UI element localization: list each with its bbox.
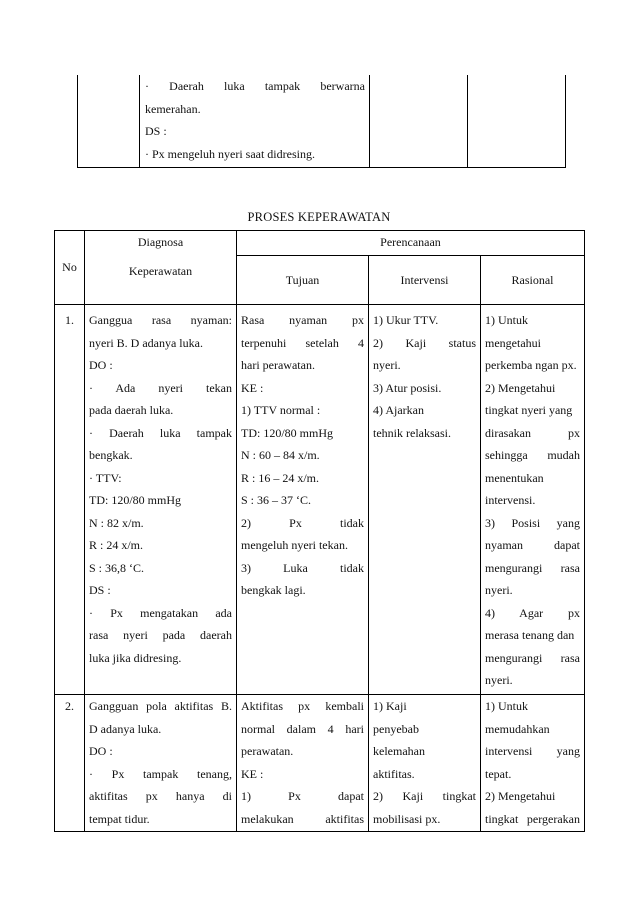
text-line: N : 60 – 84 x/m. — [241, 448, 320, 462]
text-line: merasa tenang dan — [485, 628, 575, 642]
continuation-row — [78, 75, 566, 168]
text-line: R : 24 x/m. — [89, 538, 144, 552]
continuation-empty-cell — [78, 75, 140, 168]
text-line: 2) Mengetahui — [485, 789, 556, 803]
text-line: nyeri. — [485, 583, 513, 597]
text-line: TD: 120/80 mmHg — [89, 493, 181, 507]
row-number: 2. — [65, 699, 74, 713]
text-line: mengeluh nyeri tekan. — [241, 538, 348, 552]
text-line: nyeri B. D adanya luka. — [89, 335, 203, 350]
text-line: dirasakan px — [485, 425, 580, 440]
text-line: pada daerah luka. — [89, 403, 174, 417]
continuation-table — [77, 75, 566, 168]
text-line: Aktifitas px kembali — [241, 699, 364, 713]
intervensi-cell — [369, 695, 481, 832]
header-perencanaan-label: Perencanaan — [380, 235, 441, 249]
header-rasional — [481, 256, 585, 305]
text-line: Rasa nyaman px — [241, 313, 364, 327]
text-line: DO : — [89, 744, 113, 758]
text-line: 4) Agar px — [485, 605, 580, 620]
text-line: intervensi yang — [485, 744, 580, 758]
text-line: menentukan — [485, 470, 544, 485]
text-line: Gangguan pola aktifitas B. — [89, 699, 232, 713]
diagnosa-cell — [85, 695, 237, 832]
header-diagnosa-line2: Keperawatan — [128, 263, 193, 278]
row-number: 1. — [65, 313, 74, 327]
header-tujuan-label: Tujuan — [285, 272, 320, 287]
section-title: PROSES KEPERAWATAN — [247, 210, 391, 224]
text-line: DS : — [145, 124, 167, 138]
rasional-cell — [481, 695, 585, 832]
text-line: 2) Kaji tingkat — [373, 789, 476, 803]
header-intervensi-label: Intervensi — [400, 272, 449, 287]
text-line: 1) TTV normal : — [241, 403, 321, 417]
text-line: perkemba ngan px. — [485, 358, 577, 372]
text-line: · Daerah luka tampak — [89, 425, 232, 440]
text-line: 1) Kaji — [373, 699, 407, 713]
text-line: KE : — [241, 766, 264, 781]
text-line: tehnik relaksasi. — [373, 425, 451, 440]
header-diagnosa-line1: Diagnosa — [137, 235, 184, 249]
text-line: D adanya luka. — [89, 721, 162, 736]
diagnosa-cell — [85, 305, 237, 695]
text-line: mengurangi rasa — [485, 650, 580, 665]
care-plan-table — [54, 230, 585, 832]
text-line: · Px mengeluh nyeri saat didresing. — [145, 146, 315, 161]
intervensi-cell — [369, 305, 481, 695]
text-line: rasa nyeri pada daerah — [89, 628, 232, 642]
text-line: · Daerah luka tampak berwarna — [145, 79, 365, 93]
text-line: 2) Px tidak — [241, 515, 364, 530]
text-line: aktifitas px hanya di — [89, 789, 232, 803]
row-no-cell — [55, 305, 85, 695]
row-no-cell — [55, 695, 85, 832]
text-line: tempat tidur. — [89, 811, 150, 826]
text-line: · TTV: — [89, 470, 122, 485]
header-row-1 — [55, 231, 585, 256]
text-line: 3) Luka tidak — [241, 560, 364, 575]
text-line: kemerahan. — [145, 101, 201, 116]
text-line: nyeri. — [373, 358, 401, 372]
table-row — [55, 305, 585, 695]
text-line: 1) Ukur TTV. — [373, 313, 439, 327]
text-line: sehingga mudah — [485, 448, 580, 462]
text-line: tepat. — [485, 766, 512, 781]
text-line: bengkak. — [89, 448, 133, 462]
continuation-empty-cell — [370, 75, 468, 168]
text-line: melakukan aktifitas — [241, 811, 364, 826]
header-diagnosa — [85, 231, 237, 305]
text-line: Ganggua rasa nyaman: — [89, 313, 232, 327]
text-line: luka jika didresing. — [89, 650, 182, 665]
text-line: S : 36,8 ‘C. — [89, 560, 145, 575]
header-tujuan — [237, 256, 369, 305]
text-line: 4) Ajarkan — [373, 403, 424, 417]
tujuan-cell — [237, 305, 369, 695]
text-line: 2) Kaji status — [373, 335, 476, 350]
text-line: KE : — [241, 380, 264, 395]
text-line: R : 16 – 24 x/m. — [241, 470, 320, 485]
header-perencanaan — [237, 231, 585, 256]
text-line: nyaman dapat — [485, 538, 580, 552]
text-line: bengkak lagi. — [241, 583, 306, 597]
text-line: 1) Px dapat — [241, 789, 364, 803]
text-line: mengurangi rasa — [485, 560, 580, 575]
text-line: memudahkan — [485, 721, 550, 736]
text-line: tingkat pergerakan — [485, 811, 580, 826]
text-line: DS : — [89, 583, 111, 597]
text-line: nyeri. — [485, 673, 513, 687]
text-line: hari perawatan. — [241, 358, 315, 372]
text-line: 1) Untuk — [485, 699, 528, 713]
text-line: TD: 120/80 mmHg — [241, 425, 333, 440]
header-intervensi — [369, 256, 481, 305]
text-line: 1) Untuk — [485, 313, 528, 327]
text-line: normal dalam 4 hari — [241, 721, 364, 736]
text-line: N : 82 x/m. — [89, 515, 144, 530]
text-line: mengetahui — [485, 335, 541, 350]
text-line: perawatan. — [241, 744, 294, 758]
text-line: intervensi. — [485, 493, 536, 507]
text-line: 3) Posisi yang — [485, 515, 580, 530]
header-no-label: No — [62, 260, 77, 275]
text-line: · Px tampak tenang, — [89, 766, 232, 781]
text-line: · Px mengatakan ada — [89, 605, 232, 620]
table-row — [55, 695, 585, 832]
continuation-empty-cell — [468, 75, 566, 168]
text-line: kelemahan — [373, 744, 425, 758]
text-line: aktifitas. — [373, 766, 415, 781]
text-line: DO : — [89, 358, 113, 372]
header-rasional-label: Rasional — [511, 272, 554, 287]
text-line: 3) Atur posisi. — [373, 380, 442, 395]
text-line: · Ada nyeri tekan — [89, 380, 232, 395]
rasional-cell — [481, 305, 585, 695]
text-line: S : 36 – 37 ‘C. — [241, 493, 312, 507]
header-no — [55, 231, 85, 305]
text-line: tingkat nyeri yang — [485, 403, 573, 417]
text-line: terpenuhi setelah 4 — [241, 335, 364, 350]
text-line: penyebab — [373, 721, 419, 736]
continuation-text-cell — [140, 75, 370, 168]
text-line: 2) Mengetahui — [485, 380, 556, 395]
tujuan-cell — [237, 695, 369, 832]
text-line: mobilisasi px. — [373, 811, 441, 826]
